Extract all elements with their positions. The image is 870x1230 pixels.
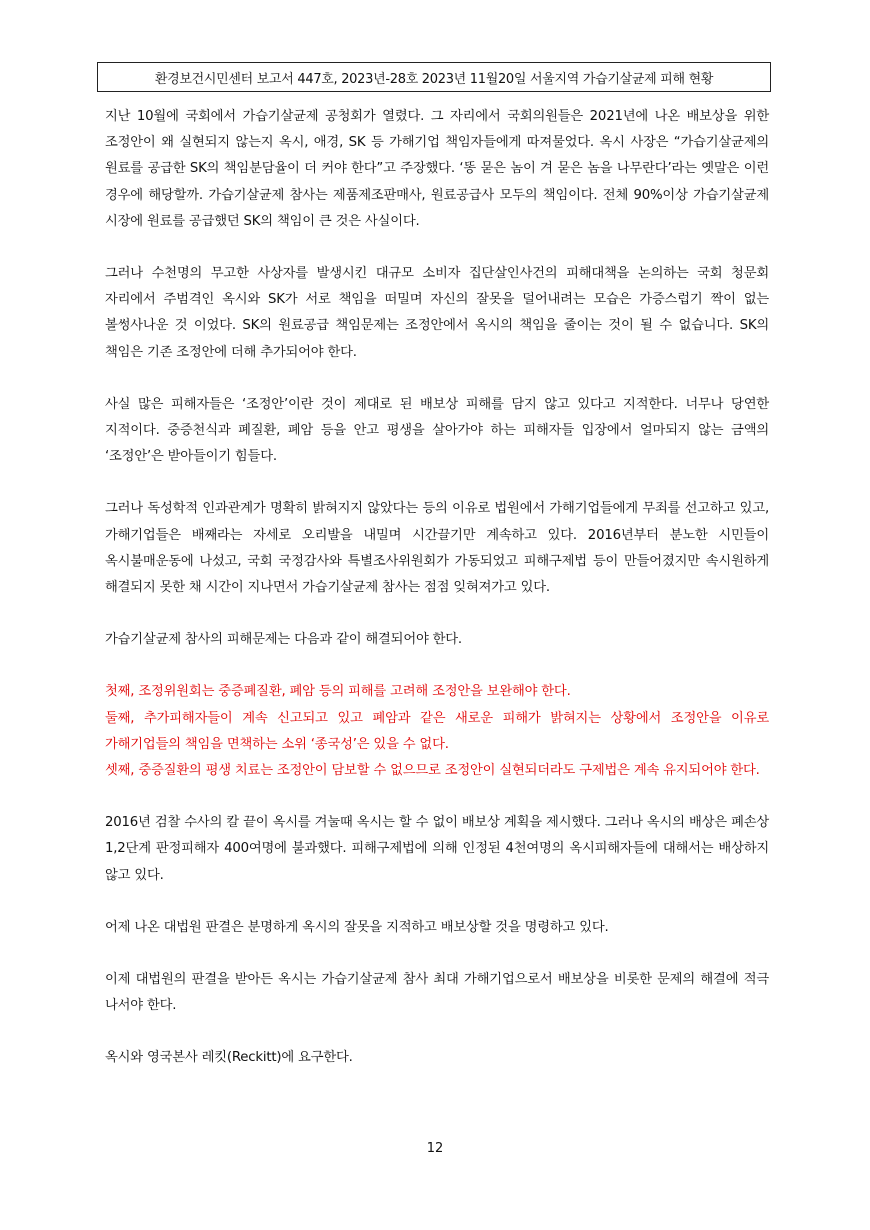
closing-paragraph-1: 2016년 검찰 수사의 칼 끝이 옥시를 겨눌때 옥시는 할 수 없이 배보상 계획을 제시했다. 그러나 옥시의 배상은 폐손상 1,2단계 판정피해자 400여명에 불과했다. 피해구제법에 의해 인정된 4천여명의 옥시피해자들에 대해서는 배상하지 않고 있다. — [105, 815, 769, 883]
demands-list — [105, 679, 769, 784]
paragraph-4: 그러나 독성학적 인과관계가 명확히 밝혀지지 않았다는 등의 이유로 법원에서 가해기업들에게 무죄를 선고하고 있고, 가해기업들은 배째라는 자세로 오리발을 내밀며 시간끌기만 계속하고 있다. 2016년부터 분노한 시민들이 옥시불매운동에 나섰고, 국회 국정감사와 특별조사위원회가 가동되었고 피해구제법 등이 만들어졌지만 속시원하게 해결되지 못한 채 시간이 지나면서 가습기살균제 참사는 점점 잊혀져가고 있다. — [105, 501, 769, 596]
paragraph-2: 그러나 수천명의 무고한 사상자를 발생시킨 대규모 소비자 집단살인사건의 피해대책을 논의하는 국회 청문회 자리에서 주범격인 옥시와 SK가 서로 책임을 떠밀며 자신의 잘못을 덜어내려는 모습은 가증스럽기 짝이 없는 볼썽사나운 것 이었다. SK의 원료공급 책임문제는 조정안에서 옥시의 책임을 줄이는 것이 될 수 없습니다. SK의 책임은 기존 조정안에 더해 추가되어야 한다. — [105, 266, 769, 360]
document-body — [105, 104, 769, 1098]
report-header-title: 환경보건시민센터 보고서 447호, 2023년-28호 2023년 11월20일 서울지역 가습기살균제 피해 현황 — [154, 71, 714, 87]
closing-paragraph-3: 이제 대법원의 판결을 받아든 옥시는 가습기살균제 참사 최대 가해기업으로서 배보상을 비롯한 문제의 해결에 적극 나서야 한다. — [105, 972, 769, 1014]
demand-1: 첫째, 조정위원회는 중증폐질환, 폐암 등의 피해를 고려해 조정안을 보완해야 한다. — [105, 684, 571, 700]
demand-3: 셋째, 중증질환의 평생 치료는 조정안이 담보할 수 없으므로 조정안이 실현되더라도 구제법은 계속 유지되어야 한다. — [105, 763, 760, 779]
closing-paragraph-4: 옥시와 영국본사 레킷(Reckitt)에 요구한다. — [105, 1050, 353, 1066]
closing-paragraph-2: 어제 나온 대법원 판결은 분명하게 옥시의 잘못을 지적하고 배보상할 것을 명령하고 있다. — [105, 919, 609, 935]
demand-2: 둘째, 추가피해자들이 계속 신고되고 있고 폐암과 같은 새로운 피해가 밝혀지는 상황에서 조정안을 이유로 가해기업들의 책임을 면책하는 소위 ‘종국성’은 있을 수 없다. — [105, 710, 769, 752]
page-number: 12 — [426, 1141, 444, 1156]
paragraph-1: 지난 10월에 국회에서 가습기살균제 공청회가 열렸다. 그 자리에서 국회의원들은 2021년에 나온 배보상을 위한 조정안이 왜 실현되지 않는지 옥시, 애경, SK 등 가해기업 책임자들에게 따져물었다. 옥시 사장은 “가습기살균제의 원료를 공급한 SK의 책임분담율이 더 커야 한다”고 주장했다. ‘똥 묻은 놈이 겨 묻은 놈을 나무란다’라는 옛말은 이런 경우에 해당할까. 가습기살균제 참사는 제품제조판매사, 원료공급사 모두의 책임이다. 전체 90%이상 가습기살균제 시장에 원료를 공급했던 SK의 책임이 큰 것은 사실이다. — [105, 109, 769, 229]
report-header — [97, 62, 771, 92]
paragraph-3: 사실 많은 피해자들은 ‘조정안’이란 것이 제대로 된 배보상 피해를 담지 않고 있다고 지적한다. 너무나 당연한 지적이다. 중증천식과 폐질환, 폐암 등을 안고 평생을 살아가야 하는 피해자들 입장에서 얼마되지 않는 금액의 ‘조정안’은 받아들이기 힘들다. — [105, 396, 769, 465]
paragraph-5: 가습기살균제 참사의 피해문제는 다음과 같이 해결되어야 한다. — [105, 632, 462, 648]
